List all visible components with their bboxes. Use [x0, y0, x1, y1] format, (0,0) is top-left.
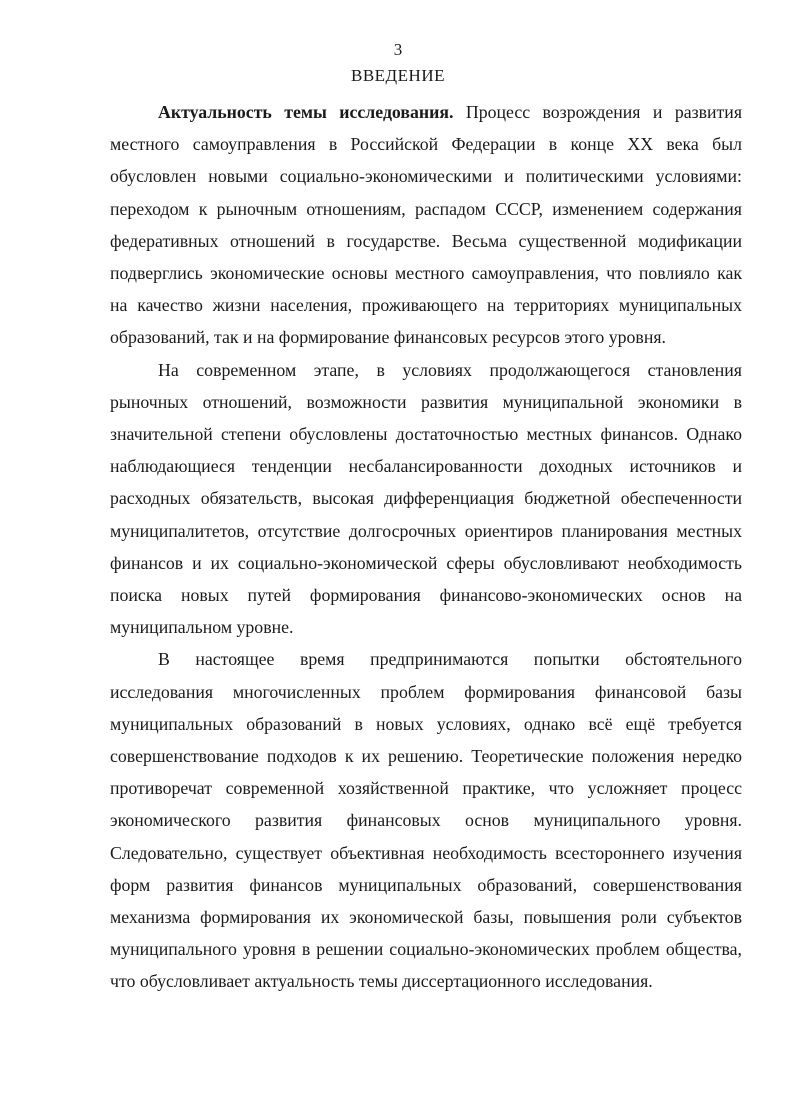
paragraph-current-stage: На современном этапе, в условиях продолжающегося становления рыночных отношений, возможности развития муниципальной экономики в значительной степени обусловлены достаточностью местных финансов. Однако наблюдающиеся тенденции несбалансированности доходных источников и расходных обязательств, высокая дифференциация бюджетной обеспеченности муниципалитетов, отсутствие долгосрочных ориентиров планирования местных финансов и их социально-экономической сферы обусловливают необходимость поиска новых путей формирования финансово-экономических основ на муниципальном уровне. — [110, 359, 742, 638]
body-text — [110, 96, 742, 998]
paragraph-present-time: В настоящее время предпринимаются попытки обстоятельного исследования многочисленных проблем формирования финансовой базы муниципальных образований в новых условиях, однако всё ещё требуется совершенствование подходов к их решению. Теоретические положения нередко противоречат современной хозяйственной практике, что усложняет процесс экономического развития финансовых основ муниципального уровня. Следовательно, существует объективная необходимость всестороннего изучения форм развития финансов муниципальных образований, совершенствования механизма формирования их экономической базы, повышения роли субъектов муниципального уровня в решении социально-экономических проблем общества, что обусловливает актуальность темы диссертационного исследования. — [110, 649, 742, 992]
page-number: 3 — [393, 40, 403, 59]
section-heading: ВВЕДЕНИЕ — [351, 66, 445, 85]
paragraph-text: Процесс возрождения и развития местного самоуправления в Российской Федерации в конце XX века был обусловлен новыми социально-экономическими и политическими условиями: переходом к рыночным отношениям, распадом СССР, изменением содержания федеративных отношений в государстве. Весьма существенной модификации подверглись экономические основы местного самоуправления, что повлияло как на качество жизни населения, проживающего на территориях муниципальных образований, так и на формирование финансовых ресурсов этого уровня. — [110, 102, 743, 348]
paragraph-relevance — [110, 96, 742, 354]
paragraph-lead: Актуальность темы исследования. — [158, 102, 454, 122]
